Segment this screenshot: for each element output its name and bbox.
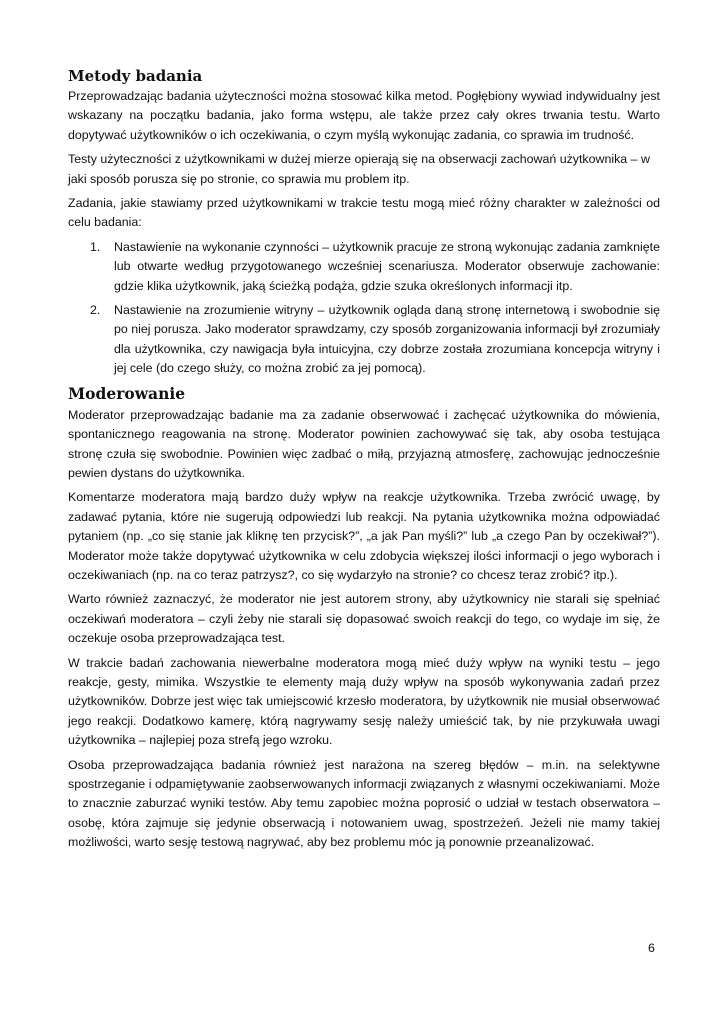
page-number: 6 (648, 941, 655, 955)
document-page (68, 66, 660, 858)
task-types-list (68, 238, 660, 379)
list-item (68, 238, 660, 296)
paragraph-moderator-not-author: Warto również zaznaczyć, że moderator nie jest autorem strony, aby użytkownicy nie starali się spełniać oczekiwań moderatora – czyli żeby nie starali się dopasować swoich reakcji do tego, co wydaje im się, że oczekuje osoba przeprowadzająca test. (68, 592, 660, 646)
paragraph-nonverbal: W trakcie badań zachowania niewerbalne moderatora mogą mieć duży wpływ na wyniki testu – jego reakcje, gesty, mimika. Wszystkie te elementy mają duży wpływ na sposób wykonywania zadań przez użytkowników. Dobrze jest więc tak umiejscowić krzesło moderatora, by użytkownik nie musiał obserwować jego reakcji. Dodatkowo kamerę, którą nagrywamy sesję należy umieścić tak, by nie przykuwała uwagi użytkownika – najlepiej poza strefą jego wzroku. (68, 655, 660, 748)
paragraph-moderator-comments: Komentarze moderatora mają bardzo duży wpływ na reakcje użytkownika. Trzeba zwrócić uwagę, by zadawać pytania, które nie sugerują odpowiedzi lub reakcji. Na pytania użytkownika można odpowiadać pytaniem (np. „co się stanie jak kliknę ten przycisk?”, „a jak Pan myśli?” lub „a czego Pan by oczekiwał?”). Moderator może także dopytywać użytkownika w celu zdobycia większej ilości informacji o jego wyborach i oczekiwaniach (np. na co teraz patrzysz?, co się wydarzyło na stronie? co chcesz teraz zrobić? itp.). (68, 490, 660, 582)
list-item-text: Nastawienie na wykonanie czynności – użytkownik pracuje ze stroną wykonując zadania zamknięte lub otwarte według przygotowanego wcześniej scenariusza. Moderator obserwuje zachowanie: gdzie klika użytkownik, jaką ścieżką podąża, gdzie szuka określonych informacji itp. (114, 239, 660, 293)
paragraph-usability-tests: Testy użyteczności z użytkownikami w dużej mierze opierają się na obserwacji zachowań użytkownika – w jaki sposób porusza się po stronie, co sprawia mu problem itp. (68, 152, 650, 186)
list-item-text: Nastawienie na zrozumienie witryny – użytkownik ogląda daną stronę internetową i swobodnie się po niej porusza. Jako moderator sprawdzamy, czy sposób zorganizowania informacji był zrozumiały dla użytkownika, czy nawigacja była intuicyjna, czy dobrze została zrozumiana koncepcja witryny i jej cele (do czego służy, co można zrobić za jej pomocą). (114, 303, 660, 376)
paragraph-methods-intro: Przeprowadzając badania użyteczności można stosować kilka metod. Pogłębiony wywiad indywidualny jest wskazany na początku badania, jako forma wstępu, ale także przez cały okres trwania testu. Warto dopytywać użytkowników o ich oczekiwania, o czym myślą wykonując zadania, co sprawia im trudność. (68, 89, 660, 142)
list-item-number: 1. (90, 239, 101, 254)
paragraph-tasks: Zadania, jakie stawiamy przed użytkownikami w trakcie testu mogą mieć różny charakter w zależności od celu badania: (68, 196, 660, 230)
list-item (68, 301, 660, 379)
paragraph-researcher-errors: Osoba przeprowadzająca badania również jest narażona na szereg błędów – m.in. na selektywne spostrzeganie i odpamiętywanie zaobserwowanych informacji związanych z własnymi oczekiwaniami. Może to znacznie zaburzać wyniki testów. Aby temu zapobiec można poprosić o udział w testach obserwatora – osobę, która zajmuje się jedynie obserwacją i notowaniem uwag, spostrzeżeń. Jeżeli nie mamy takiej możliwości, warto sesję testową nagrywać, aby bez problemu móc ją ponownie przeanalizować. (68, 757, 660, 850)
list-item-number: 2. (90, 303, 101, 318)
section-heading-methods: Metody badania (68, 67, 203, 85)
paragraph-moderator-role: Moderator przeprowadzając badanie ma za zadanie obserwować i zachęcać użytkownika do mówienia, spontanicznego reagowania na stronę. Moderator powinien zachowywać się tak, aby osoba testująca stronę czuła się swobodnie. Powinien więc zadbać o miłą, przyjazną atmosferę, zachowując jednocześnie pewien dystans do użytkownika. (68, 407, 660, 480)
section-heading-moderation: Moderowanie (68, 383, 186, 403)
